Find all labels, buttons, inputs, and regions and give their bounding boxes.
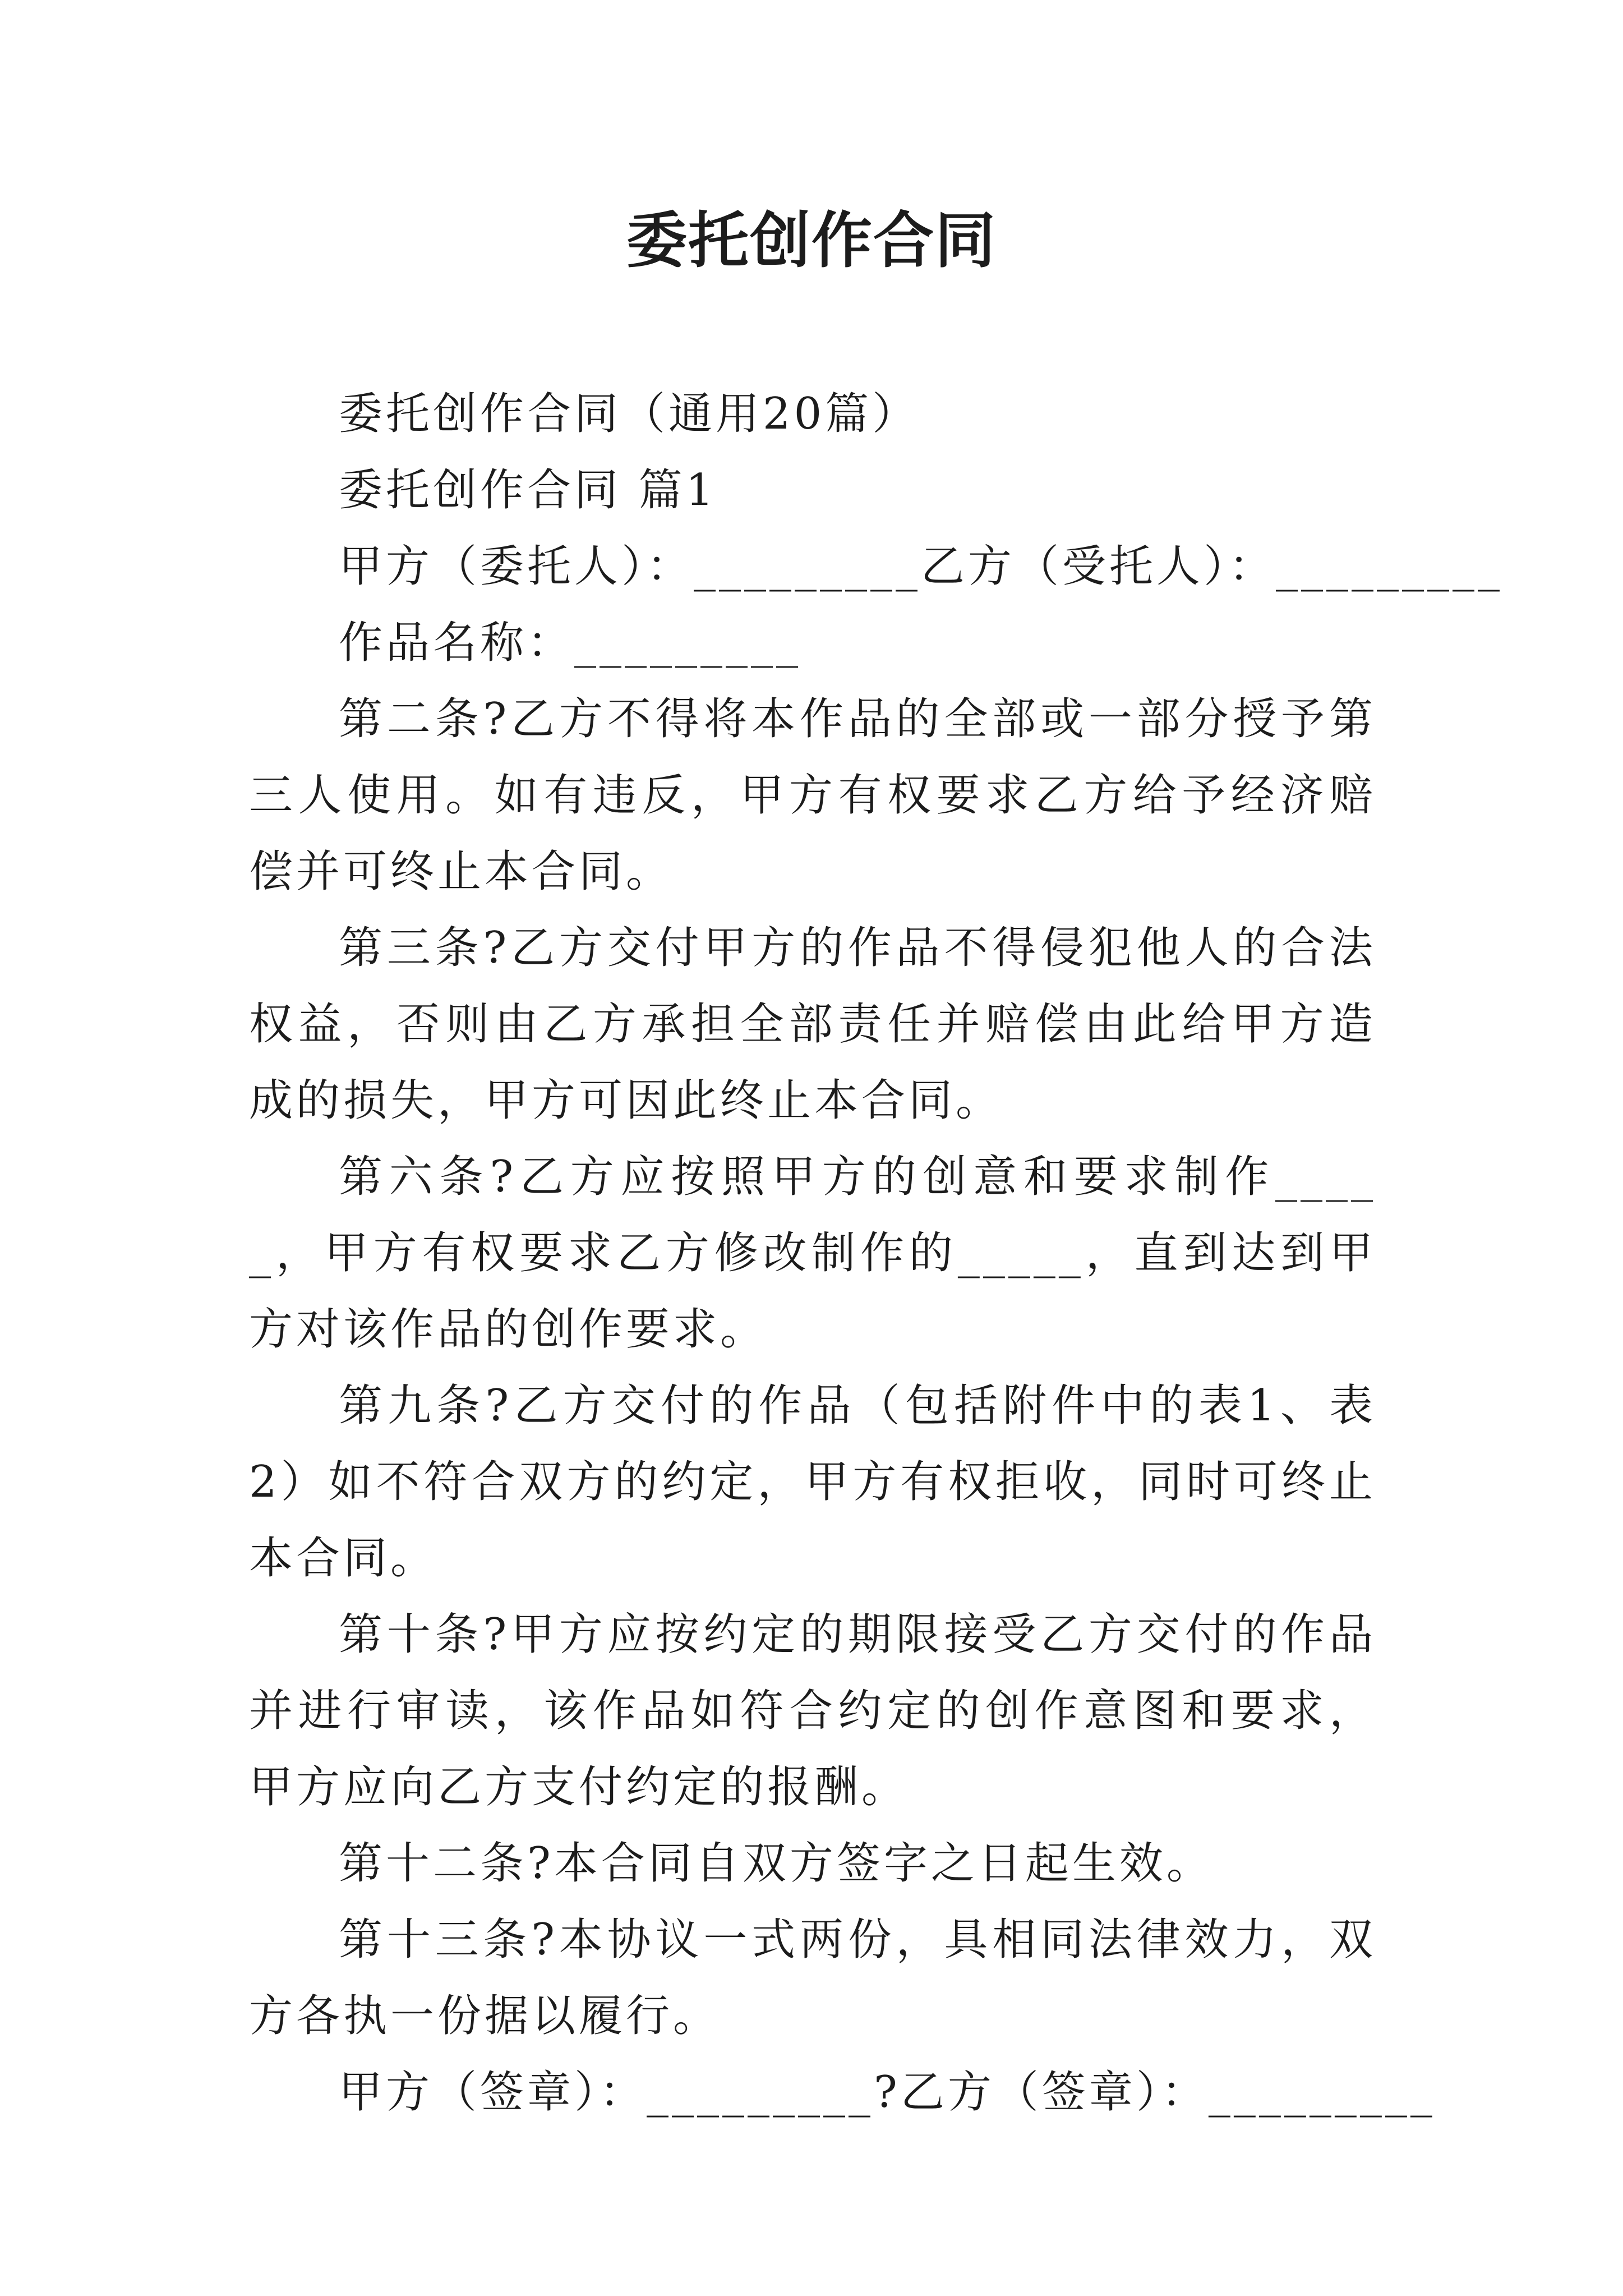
- signature-line: 甲方（签章）：_________?乙方（签章）：_________: [339, 2067, 1436, 2118]
- article-3: 第三条?乙方交付甲方的作品不得侵犯他人的合法权益，否则由乙方承担全部责任并赔偿由此给甲方造成的损失，甲方可因此终止本合同。: [249, 923, 1376, 1126]
- article-12: 第十二条?本合同自双方签字之日起生效。: [339, 1838, 1214, 1889]
- article-13: 第十三条?本协议一式两份，具相同法律效力，双方各执一份据以履行。: [249, 1915, 1376, 2041]
- article-10: 第十条?甲方应按约定的期限接受乙方交付的作品并进行审读，该作品如符合约定的创作意图和要求，甲方应向乙方支付约定的报酬。: [249, 1609, 1376, 1812]
- article-2: 第二条?乙方不得将本作品的全部或一部分授予第三人使用。如有违反，甲方有权要求乙方给予经济赔偿并可终止本合同。: [249, 694, 1376, 897]
- section-heading: 委托创作合同 篇1: [339, 465, 717, 516]
- parties-line: 甲方（委托人）：_________乙方（受托人）：_________: [339, 541, 1504, 592]
- document-title: 委托创作合同: [626, 206, 997, 276]
- article-6: 第六条?乙方应按照甲方的创意和要求制作_____，甲方有权要求乙方修改制作的_____，直到达到甲方对该作品的创作要求。: [249, 1152, 1376, 1355]
- document-body: [249, 376, 1504, 2131]
- subtitle-line: 委托创作合同（通用20篇）: [339, 389, 920, 439]
- article-9: 第九条?乙方交付的作品（包括附件中的表1、表2）如不符合双方的约定，甲方有权拒收，同时可终止本合同。: [249, 1381, 1376, 1584]
- work-name-line: 作品名称：_________: [339, 618, 802, 668]
